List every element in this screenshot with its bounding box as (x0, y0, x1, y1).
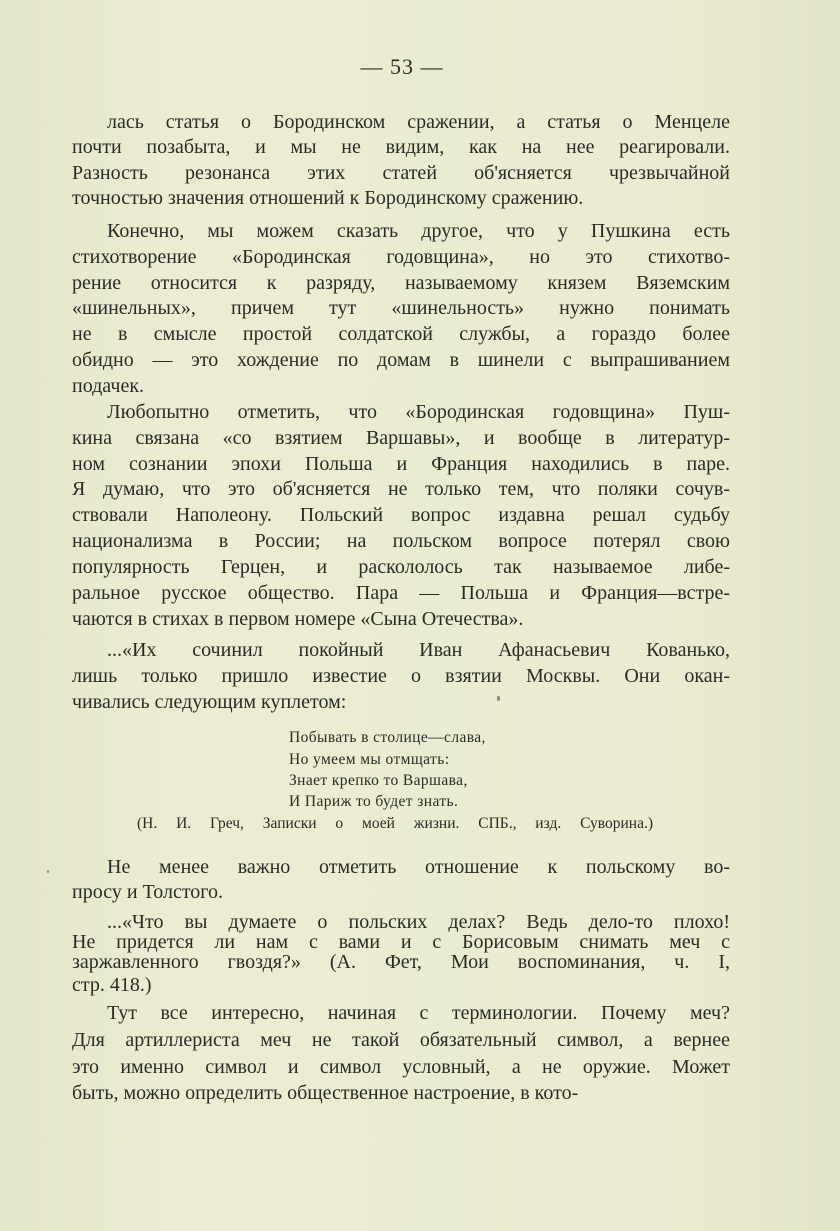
text-line: стр. 418.) (72, 974, 152, 996)
text-line: точностью значения отношений к Бородинскому сражению. (72, 187, 584, 209)
text-line: Для артиллериста меч не такой обязательный символ, а вернее (72, 1029, 730, 1051)
text-line: популярность Герцен, и раскололось так называемое либе- (72, 556, 730, 578)
text-line: быть, можно определить общественное настроение, в кото- (72, 1082, 579, 1104)
text-line: чаются в стихах в первом номере «Сына Отечества». (72, 608, 524, 630)
text-line: Не придется ли нам с вами и с Борисовым снимать меч с (72, 931, 730, 953)
text-line: Любопытно отметить, что «Бородинская годовщина» Пуш- (107, 401, 730, 423)
text-line: подачек. (72, 375, 145, 397)
verse-line: Но умеем мы отмщать: (289, 751, 450, 768)
text-line: обидно — это хождение по домам в шинели с выпрашиванием (72, 349, 730, 371)
text-line: Тут все интересно, начиная с терминологии. Почему меч? (107, 1002, 730, 1024)
verse-line: Побывать в столице—слава, (289, 729, 486, 746)
text-line: «шинельных», причем тут «шинельность» нужно понимать (72, 297, 730, 319)
text-line: лась статья о Бородинском сражении, а статья о Менцеле (107, 111, 730, 133)
text-line: почти позабыта, и мы не видим, как на нее реагировали. (72, 136, 730, 158)
text-line: ральное русское общество. Пара — Польша и Франция—встре- (72, 582, 730, 604)
text-line: рение относится к разряду, называемому князем Вяземским (72, 272, 730, 294)
text-line: ...«Их сочинил покойный Иван Афанасьевич Кованько, (107, 639, 730, 661)
text-line: чивались следующим куплетом: (72, 691, 347, 713)
verse-line: Знает крепко то Варшава, (289, 772, 468, 789)
text-line: национализма в России; на польском вопросе потерял свою (72, 530, 730, 552)
text-line: лишь только пришло известие о взятии Москвы. Они окан- (72, 665, 730, 687)
text-line: ствовали Наполеону. Польский вопрос издавна решал судьбу (72, 504, 730, 526)
text-line: ...«Что вы думаете о польских делах? Ведь дело-то плохо! (107, 911, 730, 933)
text-line: Не менее важно отметить отношение к польскому во- (107, 856, 730, 878)
scan-speck (497, 696, 500, 701)
verse-line: И Париж то будет знать. (289, 793, 459, 810)
text-line: это именно символ и символ условный, а не оружие. Может (72, 1056, 730, 1078)
text-line: просу и Толстого. (72, 881, 224, 903)
text-line: ном сознании эпохи Польша и Франция находились в паре. (72, 453, 730, 475)
text-line: Конечно, мы можем сказать другое, что у Пушкина есть (107, 220, 730, 242)
page-number: — 53 — (360, 54, 444, 79)
text-line: заржавленного гвоздя?» (А. Фет, Мои воспоминания, ч. I, (72, 951, 730, 973)
text-line: Я думаю, что это об'ясняется не только тем, что поляки сочув- (72, 478, 730, 500)
text-line: не в смысле простой солдатской службы, а гораздо более (72, 323, 730, 345)
scan-speck (47, 870, 49, 873)
verse-citation: (Н. И. Греч, Записки о моей жизни. СПБ., изд. Суворина.) (137, 815, 653, 832)
text-line: кина связана «со взятием Варшавы», и вообще в литератур- (72, 427, 730, 449)
text-line: стихотворение «Бородинская годовщина», но это стихотво- (72, 246, 730, 268)
text-line: Разность резонанса этих статей об'ясняется чрезвычайной (72, 162, 730, 184)
